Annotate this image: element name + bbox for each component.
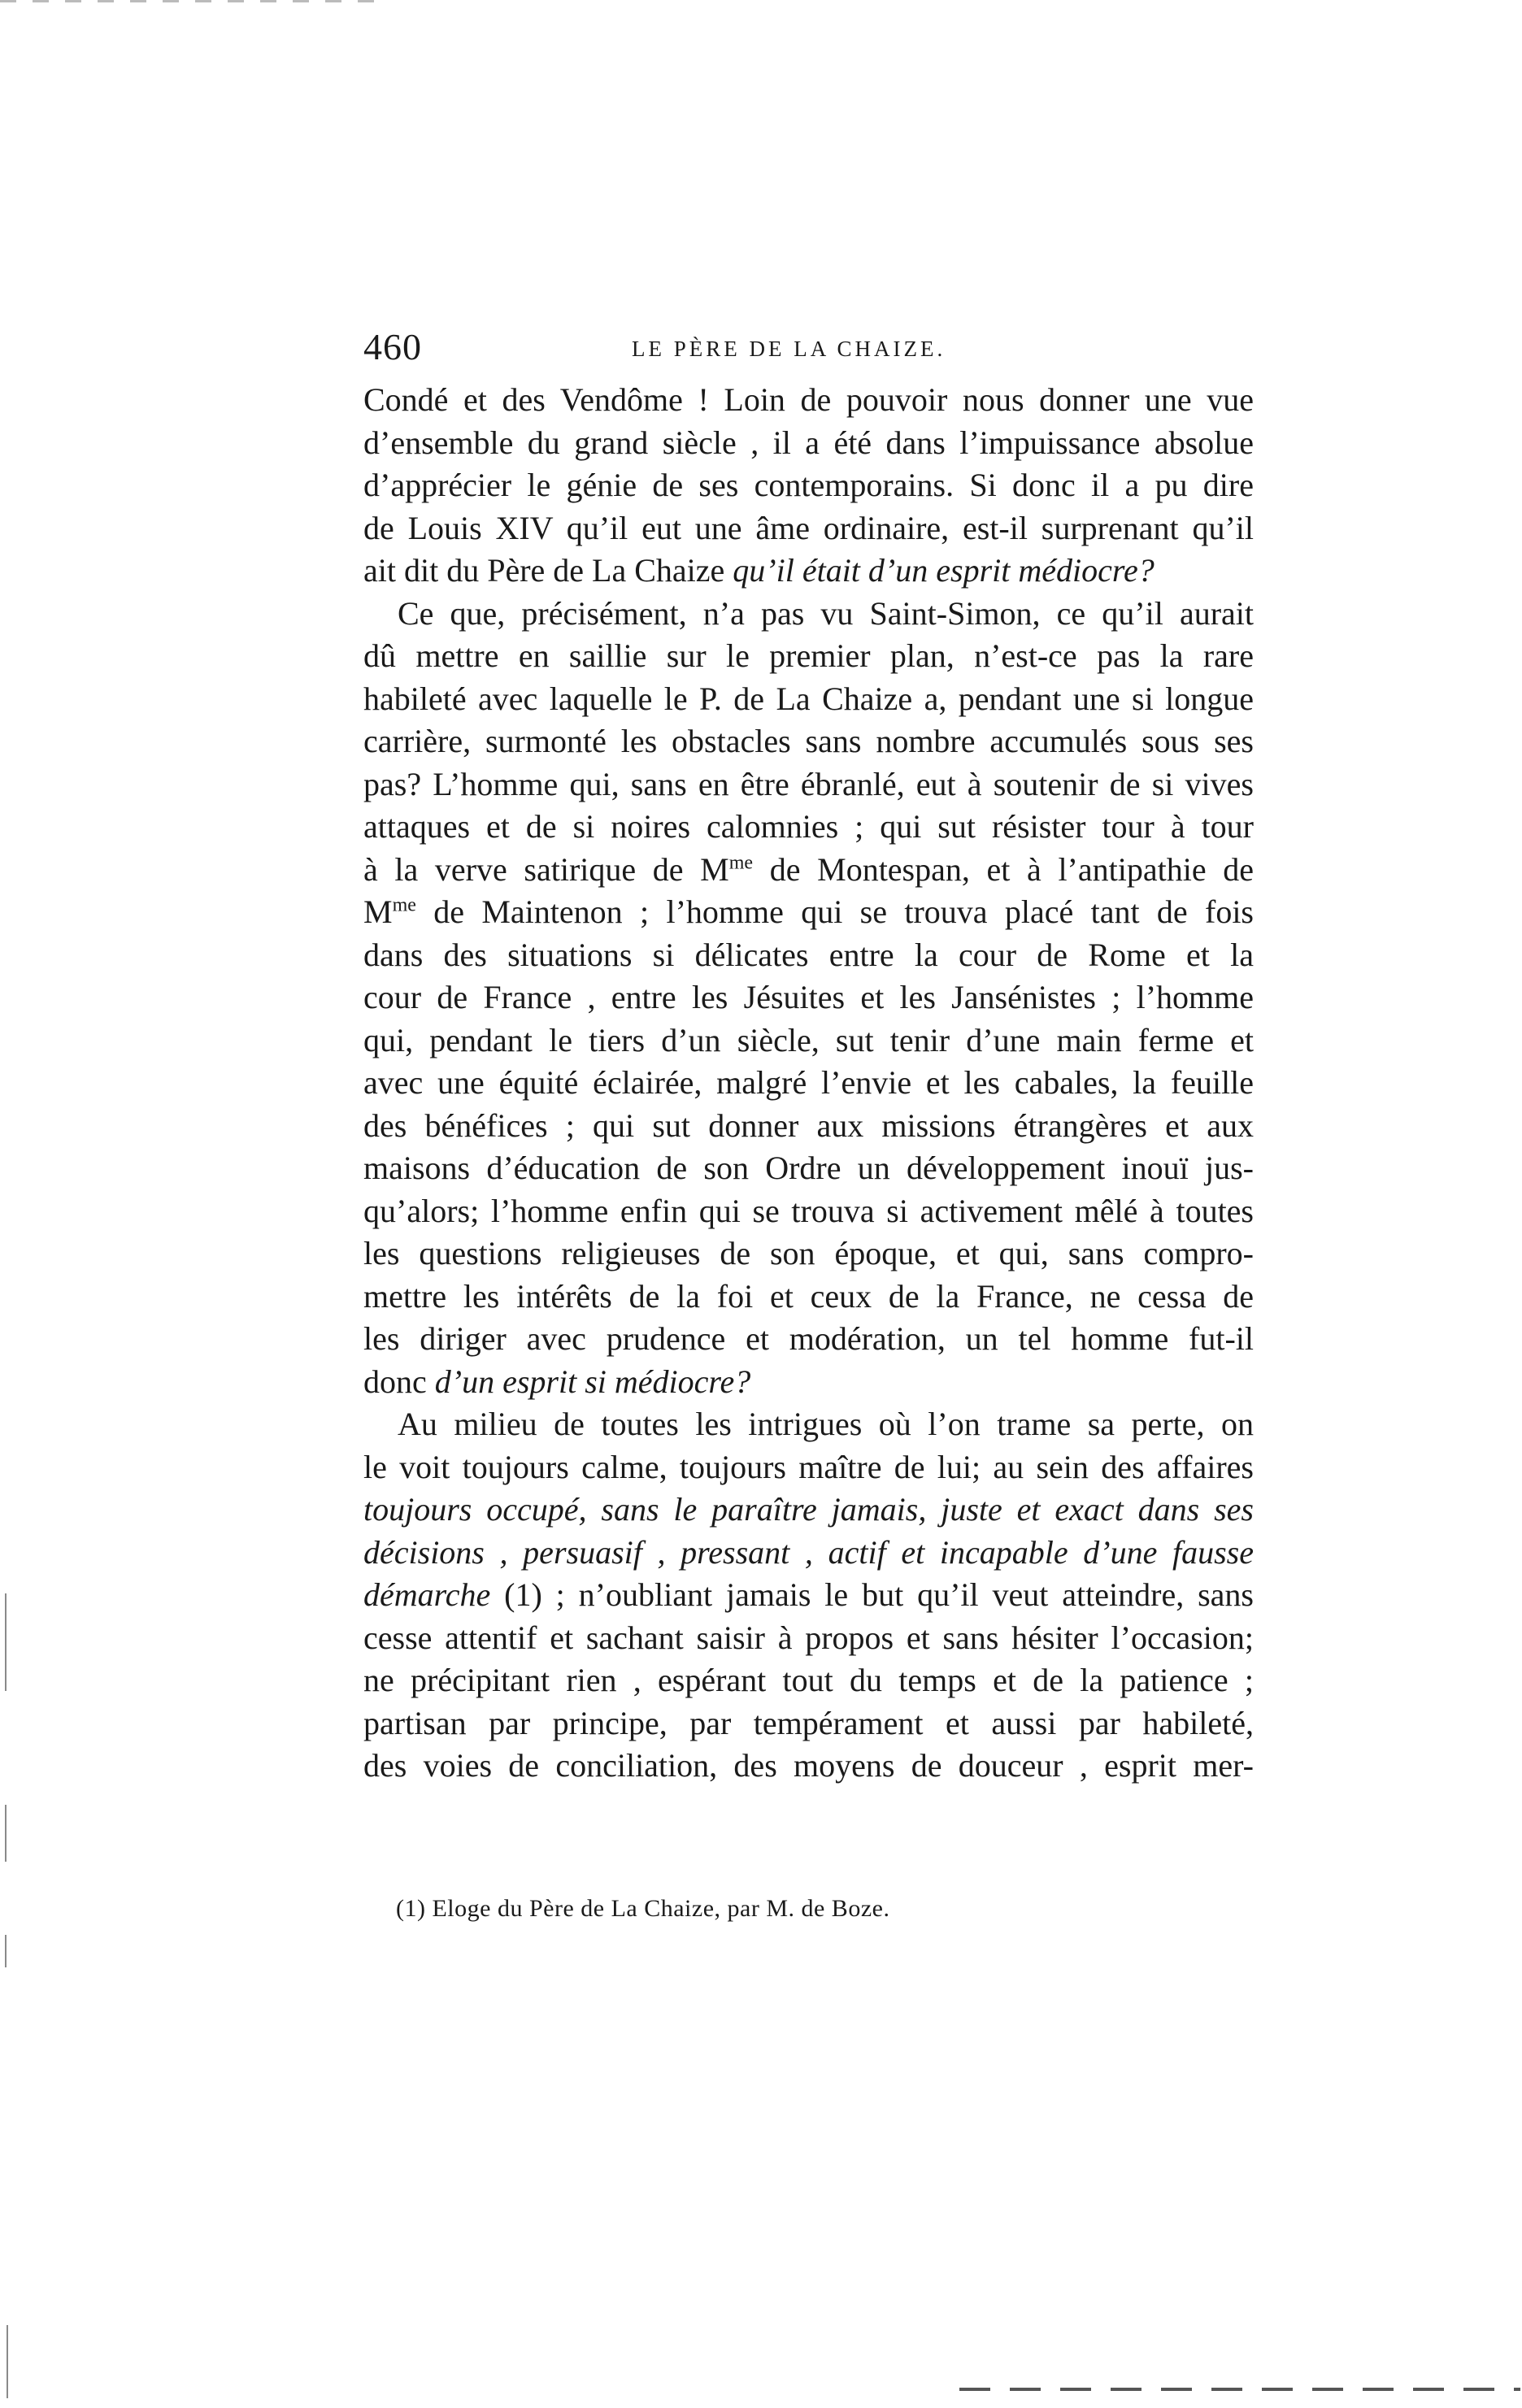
text-line: avec une équité éclairée, malgré l’envie et les cabales, la feuille (363, 1064, 1254, 1101)
text-line: les diriger avec prudence et modération, un tel homme fut-il (363, 1320, 1254, 1357)
text-line: attaques et de si noires calomnies ; qui sut résister tour à tour (363, 808, 1254, 845)
scan-margin-mark (5, 1935, 7, 1967)
scan-edge-marks (959, 2388, 1520, 2391)
text-line: mettre les intérêts de la foi et ceux de la France, ne cessa de (363, 1277, 1254, 1315)
text-line: décisions , persuasif , pressant , actif et incapable d’une fausse (363, 1533, 1254, 1571)
text-line: d’apprécier le génie de ses contemporains. Si donc il a pu dire (363, 467, 1254, 503)
text-line: partisan par principe, par tempérament et aussi par habileté, (363, 1704, 1254, 1741)
running-title: LE PÈRE DE LA CHAIZE. (632, 337, 946, 361)
scan-edge-marks (0, 0, 390, 2)
text-line: habileté avec laquelle le P. de La Chaize a, pendant une si longue (363, 680, 1254, 717)
text-line: pas? L’homme qui, sans en être ébranlé, eut à soutenir de si vives (363, 765, 1254, 802)
text-line: des bénéfices ; qui sut donner aux missions étrangères et aux (363, 1106, 1254, 1144)
text-line: Ce que, précisément, n’a pas vu Saint-Simon, ce qu’il aurait (398, 594, 1254, 632)
page-number: 460 (363, 326, 422, 367)
text-line: $M^{me}$ de Maintenon ; l’homme qui se trouva placé tant de fois (363, 893, 1254, 930)
text-line: cesse attentif et sachant saisir à propos et sans hésiter l’occasion; (363, 1619, 1254, 1656)
text-line: démarche (1) ; n’oubliant jamais le but qu’il veut atteindre, sans (363, 1576, 1254, 1613)
text-line: qu’alors; l’homme enfin qui se trouva si activement mêlé à toutes (363, 1192, 1254, 1229)
text-line: les questions religieuses de son époque, et qui, sans compro- (363, 1235, 1254, 1271)
text-line: carrière, surmonté les obstacles sans nombre accumulés sous ses (363, 723, 1254, 759)
text-line: des voies de conciliation, des moyens de douceur , esprit mer- (363, 1747, 1254, 1784)
text-line: qui, pendant le tiers d’un siècle, sut tenir d’une main ferme et (363, 1021, 1254, 1058)
text-line: Au milieu de toutes les intrigues où l’on trame sa perte, on (398, 1406, 1254, 1442)
footnote: (1) Eloge du Père de La Chaize, par M. de Boze. (396, 1895, 890, 1922)
scan-margin-mark (7, 2325, 8, 2398)
text-line: le voit toujours calme, toujours maître de lui; au sein des affaires (363, 1448, 1254, 1485)
text-line: d’ensemble du grand siècle , il a été dans l’impuissance absolue (363, 424, 1254, 461)
scan-margin-mark (5, 1593, 7, 1691)
text-line: à la verve satirique de $M^{me}$ de Montespan, et à l’antipathie de (363, 850, 1254, 888)
running-head (363, 325, 1254, 374)
scan-margin-mark (5, 1805, 7, 1862)
text-line: donc d’un esprit si médiocre? (363, 1363, 751, 1400)
text-line: Condé et des Vendôme ! Loin de pouvoir nous donner une vue (363, 381, 1254, 418)
text-line: ne précipitant rien , espérant tout du temps et de la patience ; (363, 1662, 1254, 1698)
text-line: ait dit du Père de La Chaize qu’il était d’un esprit médiocre? (363, 552, 1155, 589)
text-line: dans des situations si délicates entre la cour de Rome et la (363, 936, 1254, 973)
text-line: dû mettre en saillie sur le premier plan, n’est-ce pas la rare (363, 637, 1254, 674)
text-line: maisons d’éducation de son Ordre un développement inouï jus- (363, 1150, 1254, 1186)
body-text (363, 379, 1254, 1788)
text-line: de Louis XIV qu’il eut une âme ordinaire, est-il surprenant qu’il (363, 509, 1254, 546)
text-line: toujours occupé, sans le paraître jamais, juste et exact dans ses (363, 1491, 1254, 1528)
text-line: cour de France , entre les Jésuites et les Jansénistes ; l’homme (363, 979, 1254, 1015)
